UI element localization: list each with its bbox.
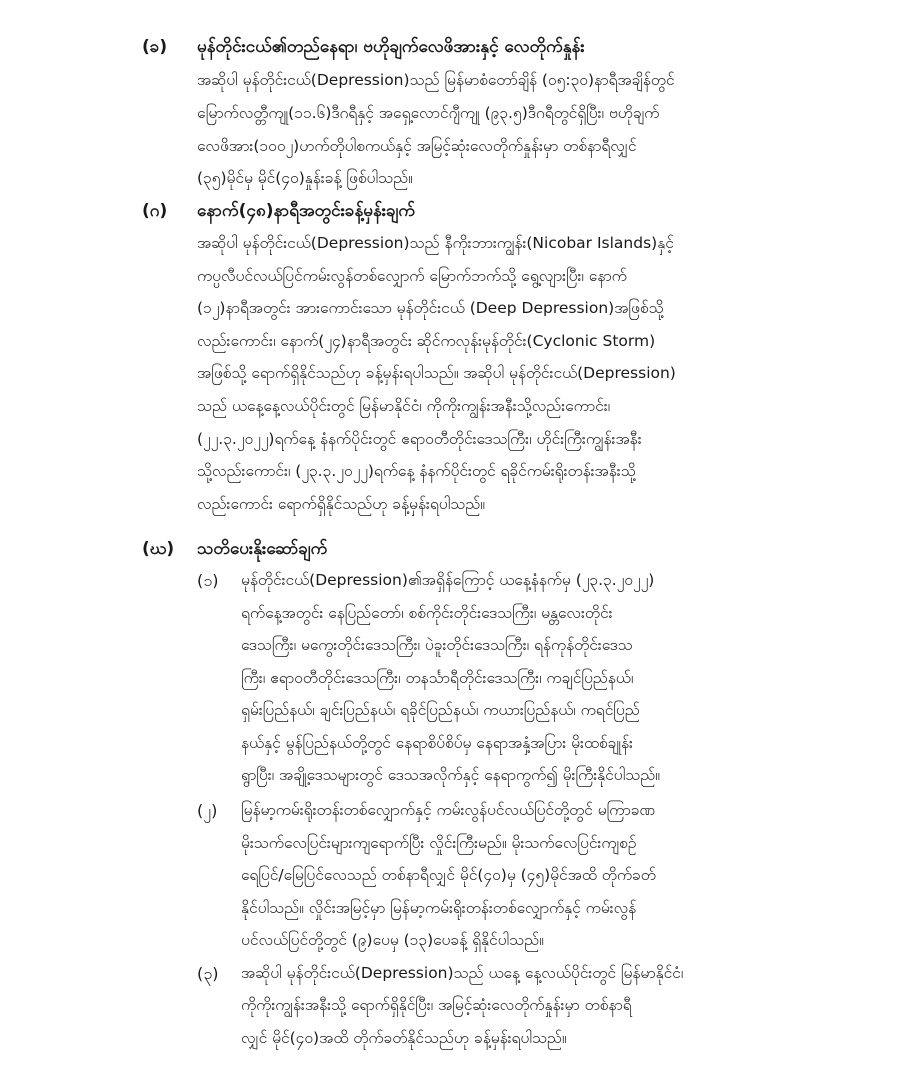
warning-item-3-line: အဆိုပါ မုန်တိုင်းငယ်(Depression)သည် ယနေ့ နေ့လယ်ပိုင်းတွင် မြန်မာနိုင်ငံ၊ bbox=[241, 964, 684, 982]
section-kha-line: အဆိုပါ မုန်တိုင်းငယ်(Depression)သည် မြန်မာစံတော်ချိန် (၀၅:၃၀)နာရီအချိန်တွင် bbox=[197, 71, 675, 89]
section-ga-line: (၁၂)နာရီအတွင်း အားကောင်းသော မုန်တိုင်းငယ် (Deep Depression)အဖြစ်သို့ bbox=[197, 299, 664, 317]
warning-item-1-line: ကြီး၊ ဧရာဝတီတိုင်းဒေသကြီး၊ တနင်္သာရီတိုင်းဒေသကြီး၊ ကချင်ပြည်နယ်၊ bbox=[241, 669, 634, 687]
section-kha-title: မုန်တိုင်းငယ်၏တည်နေရာ၊ ဗဟိုချက်လေဖိအားနှင့် လေတိုက်နှုန်း bbox=[197, 37, 585, 57]
warning-item-1-number: (၁) bbox=[197, 571, 219, 590]
warning-item-3-line: လျှင် မိုင်(၄၀)အထိ တိုက်ခတ်နိုင်သည်ဟု ခန့်မှန်းရပါသည်။ bbox=[241, 1029, 567, 1047]
section-ga-line: လည်းကောင်း၊ နောက်(၂၄)နာရီအတွင်း ဆိုင်ကလုန်းမုန်တိုင်း(Cyclonic Storm) bbox=[197, 332, 656, 350]
section-kha-number: (ခ) bbox=[142, 37, 168, 57]
section-gha-title: သတိပေးနိုးဆော်ချက် bbox=[197, 539, 328, 559]
warning-item-3-number: (၃) bbox=[197, 964, 219, 983]
warning-item-2-line: နိုင်ပါသည်။ လှိုင်းအမြင့်မှာ မြန်မာ့ကမ်းရိုးတန်းတစ်လျှောက်နှင့် ကမ်းလွန် bbox=[241, 899, 637, 917]
section-ga-line: လည်းကောင်း ရောက်ရှိနိုင်သည်ဟု ခန့်မှန်းရပါသည်။ bbox=[197, 495, 485, 513]
section-ga-number: (ဂ) bbox=[142, 201, 168, 221]
warning-item-1-line: ရွာပြီး၊ အချို့ဒေသများတွင် ဒေသအလိုက်နှင့် နေရာကွက်၍ မိုးကြီးနိုင်ပါသည်။ bbox=[241, 766, 660, 784]
section-ga-line: အဆိုပါ မုန်တိုင်းငယ်(Depression)သည် နီကိုးဘားကျွန်း(Nicobar Islands)နှင့် bbox=[197, 234, 674, 252]
warning-item-2-number: (၂) bbox=[197, 801, 218, 820]
warning-item-2-line: မြန်မာ့ကမ်းရိုးတန်းတစ်လျှောက်နှင့် ကမ်းလွန်ပင်လယ်ပြင်တို့တွင် မကြာခဏ bbox=[241, 801, 656, 819]
section-gha-number: (ဃ) bbox=[142, 539, 175, 559]
warning-item-1-line: ရက်နေ့အတွင်း နေပြည်တော်၊ စစ်ကိုင်းတိုင်းဒေသကြီး၊ မန္တလေးတိုင်း bbox=[241, 604, 613, 622]
section-kha-line: (၃၅)မိုင်မှ မိုင်(၄၀)နှုန်းခန့် ဖြစ်ပါသည်။ bbox=[197, 169, 413, 187]
warning-item-2-line: မိုးသက်လေပြင်းများကျရောက်ပြီး လှိုင်းကြီးမည်။ မိုးသက်လေပြင်းကျစဉ် bbox=[241, 834, 637, 852]
section-kha-line: လေဖိအား(၁၀၀၂)ဟက်တိုပါစကယ်နှင့် အမြင့်ဆုံးလေတိုက်နှုန်းမှာ တစ်နာရီလျှင် bbox=[197, 137, 637, 155]
warning-item-2-line: ပင်လယ်ပြင်တို့တွင် (၉)ပေမှ (၁၃)ပေခန့် ရှိနိုင်ပါသည်။ bbox=[241, 931, 544, 949]
section-ga-line: သို့လည်းကောင်း၊ (၂၃.၃.၂၀၂၂)ရက်နေ့ နံနက်ပိုင်းတွင် ရခိုင်ကမ်းရိုးတန်းအနီးသို့ bbox=[197, 462, 636, 480]
warning-item-1-line: နယ်နှင့် မွန်ပြည်နယ်တို့တွင် နေရာစိပ်စိပ်မှ နေရာအနှံ့အပြား မိုးထစ်ချုန်း bbox=[241, 734, 633, 752]
section-ga-line: ကပ္ပလီပင်လယ်ပြင်ကမ်းလွန်တစ်လျှောက် မြောက်ဘက်သို့ ရွေ့လျားပြီး၊ နောက် bbox=[197, 267, 627, 285]
section-kha-line: မြောက်လတ္တီကျု(၁၁.၆)ဒီဂရီနှင့် အရှေ့လောင်ဂျီကျု (၉၃.၅)ဒီဂရီတွင်ရှိပြီး၊ ဗဟိုချက် bbox=[197, 104, 660, 122]
warning-item-3-line: ကိုကိုးကျွန်းအနီးသို့ ရောက်ရှိနိုင်ပြီး၊ အမြင့်ဆုံးလေတိုက်နှုန်းမှာ တစ်နာရီ bbox=[241, 996, 632, 1014]
warning-item-1-line: မုန်တိုင်းငယ်(Depression)၏အရှိန်ကြောင့် ယနေ့နံနက်မှ (၂၃.၃.၂၀၂၂) bbox=[241, 571, 655, 589]
section-ga-line: သည် ယနေ့နေ့လယ်ပိုင်းတွင် မြန်မာနိုင်ငံ၊ ကိုကိုးကျွန်းအနီးသို့လည်းကောင်း၊ bbox=[197, 397, 611, 415]
section-ga-title: နောက်(၄၈)နာရီအတွင်းခန့်မှန်းချက် bbox=[197, 201, 415, 221]
warning-item-1-line: ရှမ်းပြည်နယ်၊ ချင်းပြည်နယ်၊ ရခိုင်ပြည်နယ်၊ ကယားပြည်နယ်၊ ကရင်ပြည် bbox=[241, 701, 640, 719]
warning-item-1-line: ဒေသကြီး၊ မကွေးတိုင်းဒေသကြီး၊ ပဲခူးတိုင်းဒေသကြီး၊ ရန်ကုန်တိုင်းဒေသ bbox=[241, 636, 633, 654]
warning-item-2-line: ရေပြင်/မြေပြင်လေသည် တစ်နာရီလျှင် မိုင်(၄၀)မှ (၄၅)မိုင်အထိ တိုက်ခတ် bbox=[241, 866, 656, 884]
section-ga-line: (၂၂.၃.၂၀၂၂)ရက်နေ့ နံနက်ပိုင်းတွင် ဧရာဝတီတိုင်းဒေသကြီး၊ ဟိုင်းကြီးကျွန်းအနီး bbox=[197, 430, 642, 448]
section-ga-line: အဖြစ်သို့ ရောက်ရှိနိုင်သည်ဟု ခန့်မှန်းရပါသည်။ အဆိုပါ မုန်တိုင်းငယ်(Depression) bbox=[197, 364, 676, 382]
